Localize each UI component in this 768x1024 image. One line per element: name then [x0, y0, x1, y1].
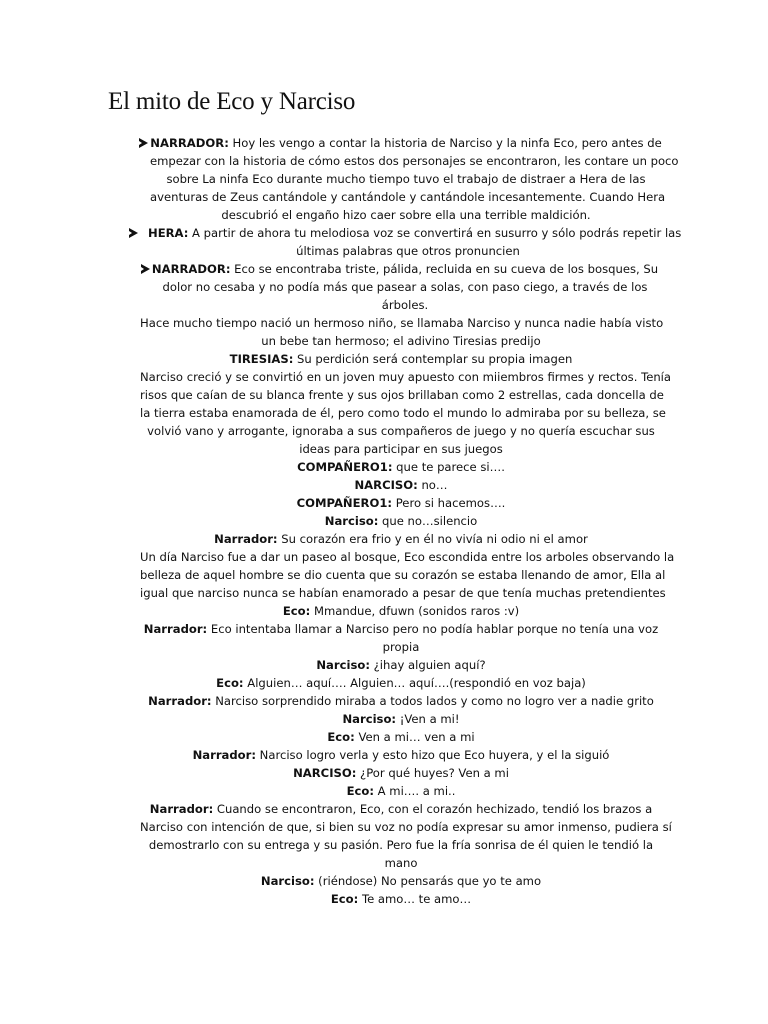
dialogue-text: risos que caían de su blanca frente y sus ojos brillaban como 2 estrellas, cada doncella de — [140, 388, 664, 402]
dialogue-text: Su corazón era frio y en él no vivía ni odio ni el amor — [277, 532, 588, 546]
dialogue-line — [140, 728, 662, 746]
dialogue-line — [140, 854, 662, 872]
arrow-bullet-icon — [141, 264, 150, 274]
dialogue-text: Eco intentaba llamar a Narciso pero no podía hablar porque no tenía una voz — [207, 622, 659, 636]
text-line: sobre La ninfa Eco durante mucho tiempo tuvo el trabajo de distraer a Hera de las — [166, 172, 646, 186]
dialogue-text: que te parece si…. — [392, 460, 505, 474]
speaker-label: Narciso: — [260, 874, 315, 888]
text-line: empezar con la historia de cómo estos dos personajes se encontraron, les contare un poco — [150, 154, 679, 168]
dialogue-line — [140, 332, 662, 350]
dialogue-line — [140, 314, 662, 332]
bullet-paragraph — [0, 260, 768, 314]
dialogue-text: Mmandue, dfuwn (sonidos raros :v) — [310, 604, 520, 618]
dialogue-line — [140, 368, 672, 386]
dialogue-text: Narciso sorprendido miraba a todos lados y como no logro ver a nadie grito — [211, 694, 654, 708]
dialogue-line — [140, 386, 662, 404]
text-line: aventuras de Zeus cantándole y cantándole y cantándole incesantemente. Cuando Hera — [150, 190, 666, 204]
speaker-label: COMPAÑERO1: — [296, 496, 393, 510]
dialogue-line — [140, 530, 662, 548]
dialogue-text: Te amo… te amo… — [358, 892, 472, 906]
dialogue-text: Su perdición será contemplar su propia imagen — [293, 352, 573, 366]
dialogue-text: Ven a mi… ven a mi — [354, 730, 475, 744]
bullet-paragraph — [0, 224, 768, 260]
speaker-label: HERA: — [148, 226, 189, 240]
dialogue-line — [140, 836, 662, 854]
dialogue-line — [140, 710, 662, 728]
dialogue-line — [140, 584, 666, 602]
dialogue-text: ¿Por qué huyes? Ven a mi — [356, 766, 509, 780]
dialogue-text: ¡Ven a mi! — [396, 712, 460, 726]
dialogue-line — [140, 512, 662, 530]
dialogue-text: un bebe tan hermoso; el adivino Tiresias predijo — [261, 334, 541, 348]
dialogue-text: Eco se encontraba triste, pálida, recluida en su cueva de los bosques, Su — [230, 262, 659, 276]
dialogue-line — [140, 656, 662, 674]
dialogue-line — [140, 350, 662, 368]
speaker-label: NARCISO: — [293, 766, 357, 780]
text-line: descubrió el engaño hizo caer sobre ella una terrible maldición. — [221, 208, 591, 222]
dialogue-text: A partir de ahora tu melodiosa voz se convertirá en susurro y sólo podrás repetir las — [188, 226, 682, 240]
speaker-label: Narrador: — [148, 694, 212, 708]
speaker-label: Eco: — [330, 892, 359, 906]
dialogue-text: Hace mucho tiempo nació un hermoso niño, se llamaba Narciso y nunca nadie había visto — [140, 316, 664, 330]
dialogue-text: Cuando se encontraron, Eco, con el corazón hechizado, tendió los brazos a — [213, 802, 653, 816]
speaker-label: COMPAÑERO1: — [297, 460, 393, 474]
speaker-label: Narrador: — [192, 748, 256, 762]
text-line: últimas palabras que otros pronuncien — [296, 244, 520, 258]
dialogue-line — [140, 548, 675, 566]
dialogue-line — [140, 422, 662, 440]
dialogue-text: (riéndose) No pensarás que yo te amo — [314, 874, 542, 888]
dialogue-line — [140, 440, 662, 458]
dialogue-line — [140, 602, 662, 620]
dialogue-text: Alguien… aquí…. Alguien… aquí….(respondió en voz baja) — [243, 676, 586, 690]
dialogue-line — [140, 782, 662, 800]
speaker-label: NARCISO: — [354, 478, 418, 492]
speaker-label: NARRADOR: — [151, 262, 231, 276]
text-line: dolor no cesaba y no podía más que pasear a solas, con paso ciego, a través de los — [162, 280, 648, 294]
speaker-label: Narciso: — [324, 514, 379, 528]
dialogue-line — [140, 746, 662, 764]
bullet-paragraph — [0, 134, 768, 224]
dialogue-text: Hoy les vengo a contar la historia de Narciso y la ninfa Eco, pero antes de — [228, 136, 662, 150]
speaker-label: Eco: — [216, 676, 244, 690]
speaker-label: Narciso: — [342, 712, 397, 726]
text-line — [150, 134, 662, 152]
speaker-label: Eco: — [327, 730, 355, 744]
dialogue-text: no… — [417, 478, 448, 492]
speaker-label: Narrador: — [149, 802, 214, 816]
speaker-label: Narrador: — [214, 532, 278, 546]
dialogue-text: ¿ihay alguien aquí? — [369, 658, 486, 672]
text-line — [150, 260, 660, 278]
dialogue-text: mano — [384, 856, 418, 870]
text-line: árboles. — [381, 298, 429, 312]
dialogue-line — [140, 818, 672, 836]
dialogue-text: que no…silencio — [378, 514, 478, 528]
dialogue-line — [140, 764, 662, 782]
dialogue-text: Narciso logro verla y esto hizo que Eco huyera, y el la siguió — [255, 748, 610, 762]
dialogue-line — [140, 404, 666, 422]
dialogue-text: Narciso con intención de que, si bien su voz no podía expresar su amor inmenso, pudiera sí — [140, 820, 672, 834]
dialogue-text: igual que narciso nunca se habían enamorado a pesar de que tenía muchas pretendientes — [140, 586, 666, 600]
document-body — [0, 134, 768, 908]
arrow-bullet-icon — [139, 138, 148, 148]
speaker-label: TIRESIAS: — [229, 352, 294, 366]
speaker-label: Narrador: — [143, 622, 208, 636]
dialogue-line — [140, 458, 662, 476]
dialogue-text: volvió vano y arrogante, ignoraba a sus compañeros de juego y no quería escuchar sus — [147, 424, 655, 438]
dialogue-line — [140, 566, 666, 584]
dialogue-text: ideas para participar en sus juegos — [299, 442, 503, 456]
dialogue-line — [140, 620, 662, 638]
speaker-label: Eco: — [346, 784, 374, 798]
dialogue-block — [0, 314, 768, 908]
dialogue-text: Un día Narciso fue a dar un paseo al bosque, Eco escondida entre los arboles observando la — [140, 550, 675, 564]
speaker-label: NARRADOR: — [150, 136, 229, 150]
document-title: El mito de Eco y Narciso — [108, 88, 356, 115]
speaker-label: Eco: — [282, 604, 311, 618]
dialogue-text: demostrarlo con su entrega y su pasión. Pero fue la fría sonrisa de él quien le tendió la — [148, 838, 654, 852]
dialogue-line — [140, 890, 662, 908]
arrow-bullet-icon — [129, 228, 138, 238]
dialogue-text: Narciso creció y se convirtió en un joven muy apuesto con miiembros firmes y rectos. Tenía — [140, 370, 672, 384]
dialogue-line — [140, 692, 662, 710]
dialogue-text: Pero si hacemos…. — [392, 496, 506, 510]
dialogue-line — [140, 494, 662, 512]
dialogue-line — [140, 638, 662, 656]
dialogue-line — [140, 674, 662, 692]
dialogue-line — [140, 872, 662, 890]
speaker-label: Narciso: — [316, 658, 370, 672]
dialogue-line — [140, 800, 662, 818]
dialogue-text: A mi…. a mi.. — [373, 784, 456, 798]
dialogue-text: belleza de aquel hombre se dio cuenta que su corazón se estaba llenando de amor, Ella al — [140, 568, 666, 582]
dialogue-text: la tierra estaba enamorada de él, pero como todo el mundo lo admiraba por su belleza, se — [140, 406, 666, 420]
text-line — [148, 224, 682, 242]
dialogue-text: propia — [382, 640, 420, 654]
dialogue-line — [140, 476, 662, 494]
